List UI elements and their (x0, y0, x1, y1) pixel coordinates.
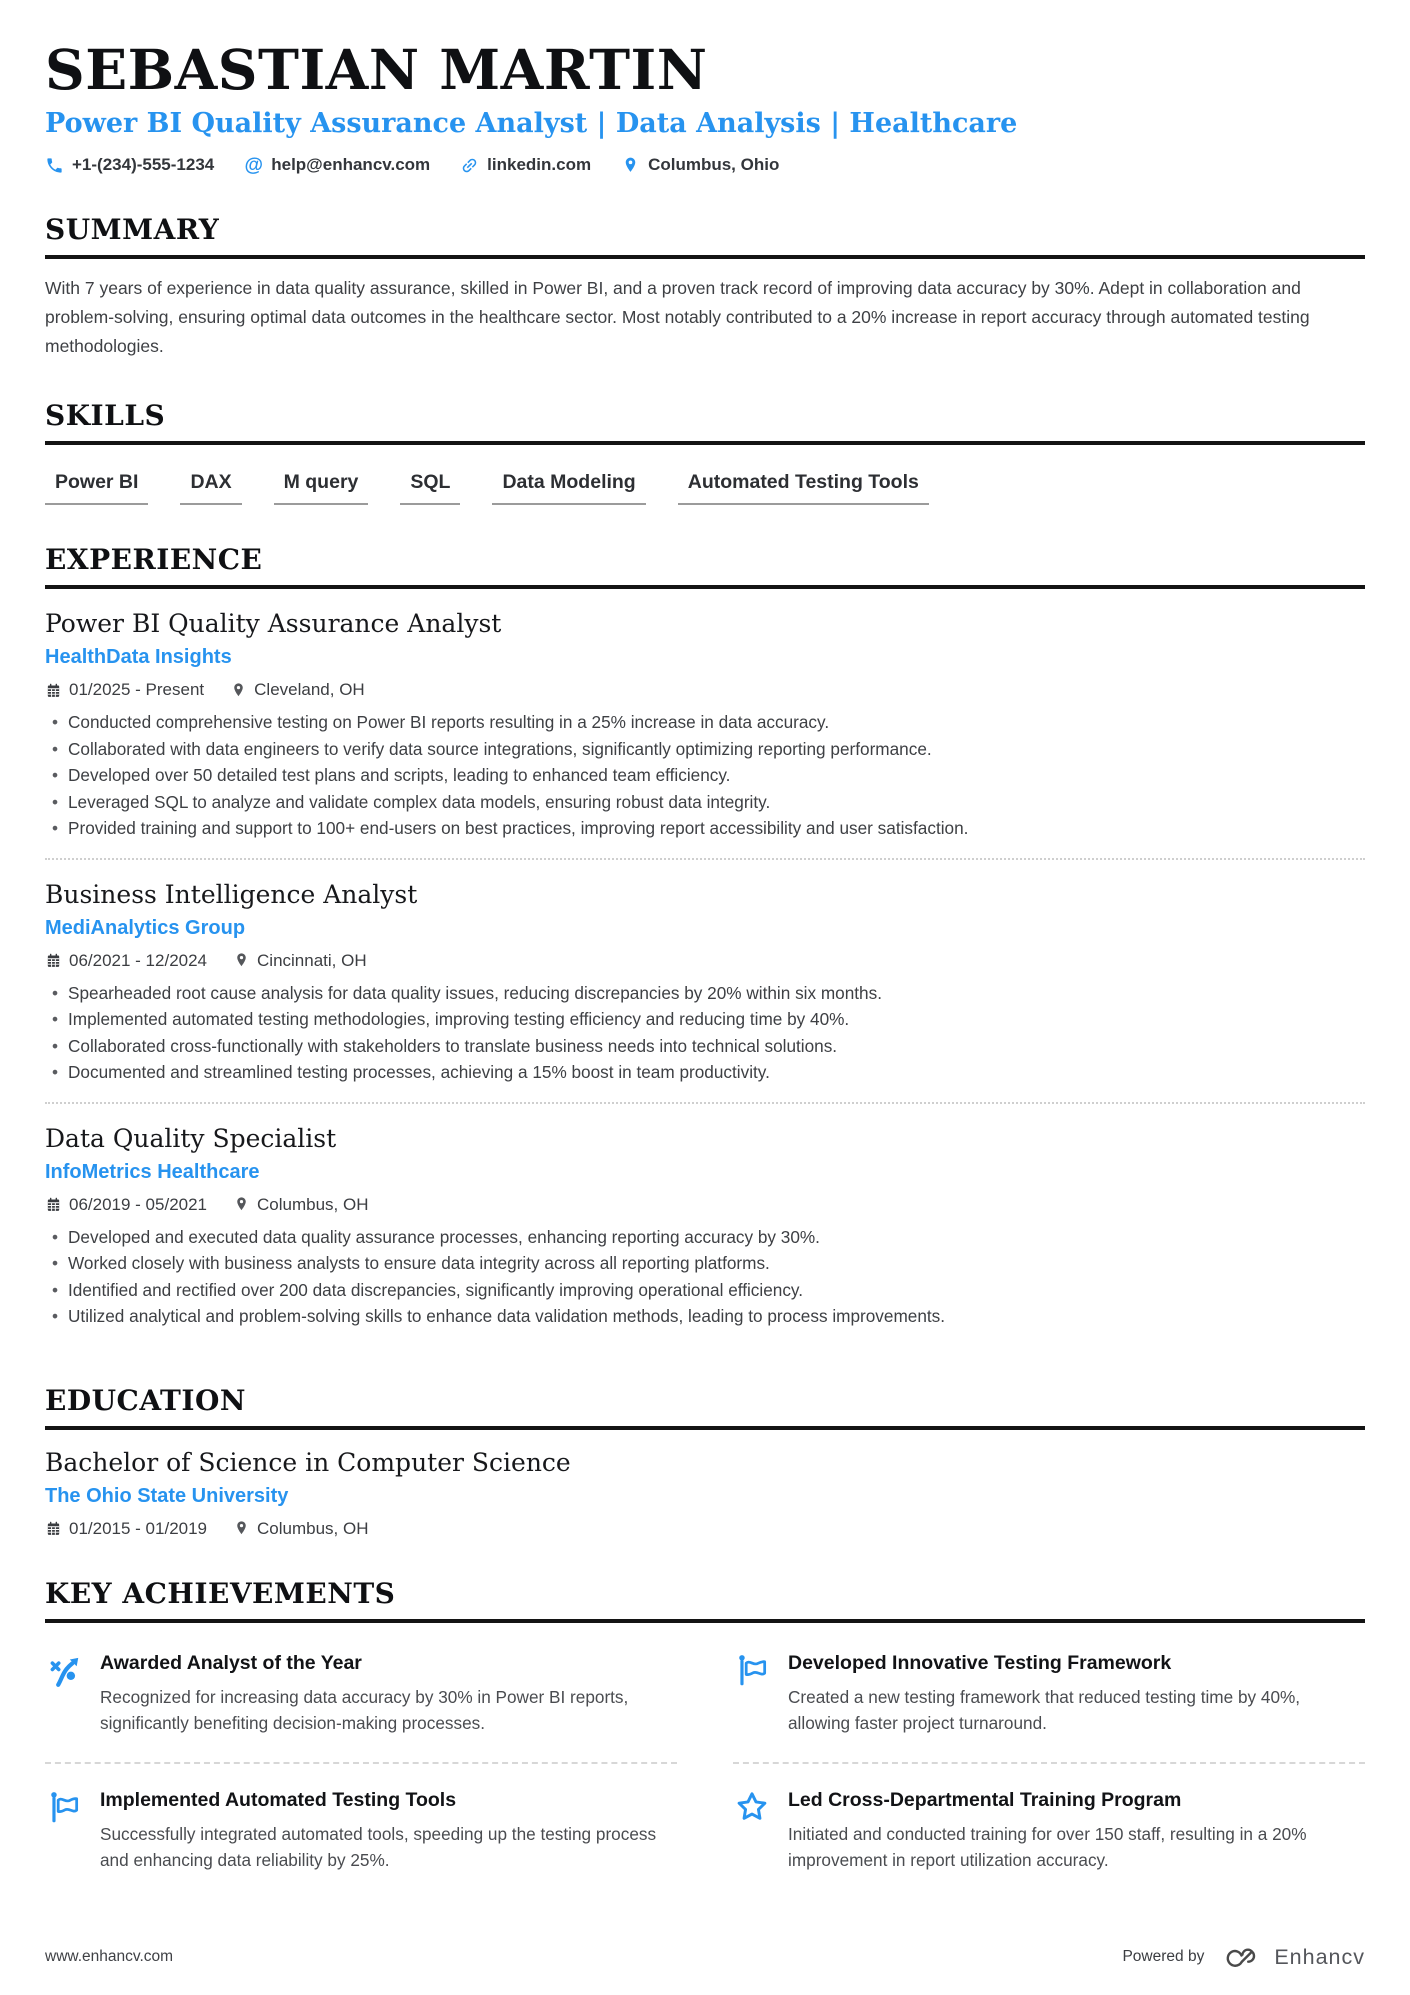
achievement-title: Implemented Automated Testing Tools (100, 1788, 457, 1811)
achievements-heading: KEY ACHIEVEMENTS (45, 1577, 1365, 1623)
achievement-text: Initiated and conducted training for over 150 staff, resulting in a 20% improvement in report utilization accuracy. (788, 1824, 1307, 1871)
achievement-text: Successfully integrated automated tools, speeding up the testing process and enhancing data reliability by 25%. (100, 1824, 657, 1871)
job-location (230, 680, 365, 700)
phone-value: +1-(234)-555-1234 (72, 155, 215, 175)
experience-section (45, 543, 1365, 1346)
achievement-title: Developed Innovative Testing Framework (788, 1651, 1172, 1674)
education-location (233, 1519, 368, 1539)
flag-icon (733, 1651, 773, 1691)
degree-title: Bachelor of Science in Computer Science (45, 1447, 571, 1477)
job-bullets (45, 1224, 1365, 1330)
skill-tag: SQL (400, 471, 460, 505)
bullet: • Spearheaded root cause analysis for data quality issues, reducing discrepancies by 20% within six months. (45, 980, 1365, 1007)
contact-bar (45, 155, 1365, 175)
calendar-icon (45, 1520, 62, 1537)
date-range-value: 01/2015 - 01/2019 (69, 1518, 208, 1538)
skill-tag: Automated Testing Tools (678, 471, 929, 505)
company-name: InfoMetrics Healthcare (45, 1160, 260, 1183)
skills-section (45, 399, 1365, 505)
achievement-item (45, 1627, 677, 1764)
powered-by-label: Powered by (1122, 1948, 1205, 1965)
job-bullets (45, 709, 1365, 842)
bullet: • Developed over 50 detailed test plans and scripts, leading to enhanced team efficiency. (45, 762, 1365, 789)
job-location (233, 1195, 368, 1215)
education-heading: EDUCATION (45, 1384, 1365, 1430)
date-range (45, 1195, 207, 1215)
company-name: HealthData Insights (45, 646, 232, 669)
linkedin-contact[interactable] (460, 155, 591, 175)
job-meta (45, 1195, 1365, 1215)
bullet: • Identified and rectified over 200 data discrepancies, significantly improving operational efficiency. (45, 1277, 1365, 1304)
flag-icon (45, 1788, 85, 1828)
location-pin-icon (233, 952, 250, 969)
achievement-body (100, 1788, 660, 1873)
calendar-icon (45, 952, 62, 969)
date-range (45, 680, 204, 700)
skill-tag: Power BI (45, 471, 148, 505)
footer-branding (1122, 1943, 1365, 1971)
summary-heading: SUMMARY (45, 213, 1365, 259)
experience-entry (45, 1104, 1365, 1346)
experience-entry (45, 589, 1365, 860)
school-name: The Ohio State University (45, 1484, 289, 1507)
linkedin-value[interactable]: linkedin.com (487, 155, 592, 175)
education-entry (45, 1430, 1365, 1539)
date-range (45, 951, 207, 971)
summary-text: With 7 years of experience in data quality assurance, skilled in Power BI, and a proven track record of improving data accuracy by 30%. Adept in collaboration and problem-solving, ensuring optimal data outcomes in the healthcare sector. Most notably contributed to a 20% increase in report accuracy through automated testing methodologies. (45, 278, 1310, 357)
phone-icon (45, 156, 64, 175)
job-location-value: Cincinnati, OH (257, 950, 367, 970)
bullet: • Implemented automated testing methodologies, improving testing efficiency and reducing time by 40%. (45, 1006, 1365, 1033)
achievements-grid (45, 1627, 1365, 1900)
achievement-title: Awarded Analyst of the Year (100, 1651, 362, 1674)
achievement-text: Recognized for increasing data accuracy by 30% in Power BI reports, significantly benefiting decision-making processes. (100, 1686, 629, 1733)
calendar-icon (45, 1196, 62, 1213)
achievement-text: Created a new testing framework that reduced testing time by 40%, allowing faster project turnaround. (788, 1686, 1301, 1733)
location-pin-icon (230, 682, 247, 699)
skills-heading: SKILLS (45, 399, 1365, 445)
header (45, 37, 1365, 176)
enhancv-logo-icon (1222, 1943, 1262, 1971)
job-meta (45, 680, 1365, 700)
job-location (233, 951, 367, 971)
bullet: • Leveraged SQL to analyze and validate complex data models, ensuring robust data integrity. (45, 789, 1365, 816)
location-pin-icon (621, 156, 640, 175)
achievement-body (788, 1788, 1348, 1873)
skill-tag: DAX (180, 471, 241, 505)
location-pin-icon (233, 1196, 250, 1213)
candidate-headline: Power BI Quality Assurance Analyst | Data Analysis | Healthcare (45, 108, 1018, 140)
bullet: • Worked closely with business analysts to ensure data integrity across all reporting platforms. (45, 1250, 1365, 1277)
email-value[interactable]: help@enhancv.com (271, 155, 431, 175)
bullet: • Provided training and support to 100+ end-users on best practices, improving report accessibility and user satisfaction. (45, 815, 1365, 842)
brand-name: Enhancv (1274, 1944, 1365, 1969)
calendar-icon (45, 682, 62, 699)
at-icon: @ (244, 154, 263, 176)
footer (45, 1943, 1365, 1971)
skills-list (45, 471, 1365, 505)
bullet: • Conducted comprehensive testing on Power BI reports resulting in a 25% increase in data accuracy. (45, 709, 1365, 736)
candidate-name: SEBASTIAN MARTIN (45, 37, 708, 102)
footer-website-link[interactable]: www.enhancv.com (45, 1948, 174, 1965)
skill-tag: M query (274, 471, 369, 505)
bullet: • Utilized analytical and problem-solving skills to enhance data validation methods, leading to process improvements. (45, 1303, 1365, 1330)
job-meta (45, 951, 1365, 971)
achievement-item (45, 1764, 677, 1899)
location-value: Columbus, Ohio (648, 155, 780, 175)
education-location-value: Columbus, OH (257, 1518, 369, 1538)
phone-contact (45, 155, 214, 175)
date-range (45, 1519, 207, 1539)
date-range-value: 06/2019 - 05/2021 (69, 1194, 208, 1214)
location-pin-icon (233, 1520, 250, 1537)
location-contact (621, 155, 779, 175)
company-name: MediAnalytics Group (45, 916, 246, 939)
achievement-title: Led Cross-Departmental Training Program (788, 1788, 1182, 1811)
star-icon (733, 1788, 773, 1828)
skill-tag: Data Modeling (492, 471, 645, 505)
achievement-body (788, 1651, 1348, 1736)
education-meta (45, 1519, 1365, 1539)
job-bullets (45, 980, 1365, 1086)
job-title: Power BI Quality Assurance Analyst (45, 609, 502, 639)
achievement-item (733, 1627, 1365, 1764)
link-icon (460, 156, 479, 175)
education-section (45, 1384, 1365, 1539)
date-range-value: 01/2025 - Present (69, 680, 205, 700)
email-contact[interactable] (244, 155, 430, 175)
strategy-icon (45, 1651, 85, 1691)
job-title: Data Quality Specialist (45, 1123, 337, 1153)
job-location-value: Cleveland, OH (254, 680, 365, 700)
achievement-body (100, 1651, 660, 1736)
achievements-section (45, 1577, 1365, 1900)
bullet: • Developed and executed data quality assurance processes, enhancing reporting accuracy by 30%. (45, 1224, 1365, 1251)
job-title: Business Intelligence Analyst (45, 879, 418, 909)
experience-heading: EXPERIENCE (45, 543, 1365, 589)
summary-section (45, 213, 1365, 361)
bullet: • Documented and streamlined testing processes, achieving a 15% boost in team productivity. (45, 1059, 1365, 1086)
achievement-item (733, 1764, 1365, 1899)
bullet: • Collaborated cross-functionally with stakeholders to translate business needs into technical solutions. (45, 1033, 1365, 1060)
bullet: • Collaborated with data engineers to verify data source integrations, significantly optimizing reporting performance. (45, 736, 1365, 763)
experience-entry (45, 860, 1365, 1104)
date-range-value: 06/2021 - 12/2024 (69, 950, 208, 970)
job-location-value: Columbus, OH (257, 1194, 369, 1214)
